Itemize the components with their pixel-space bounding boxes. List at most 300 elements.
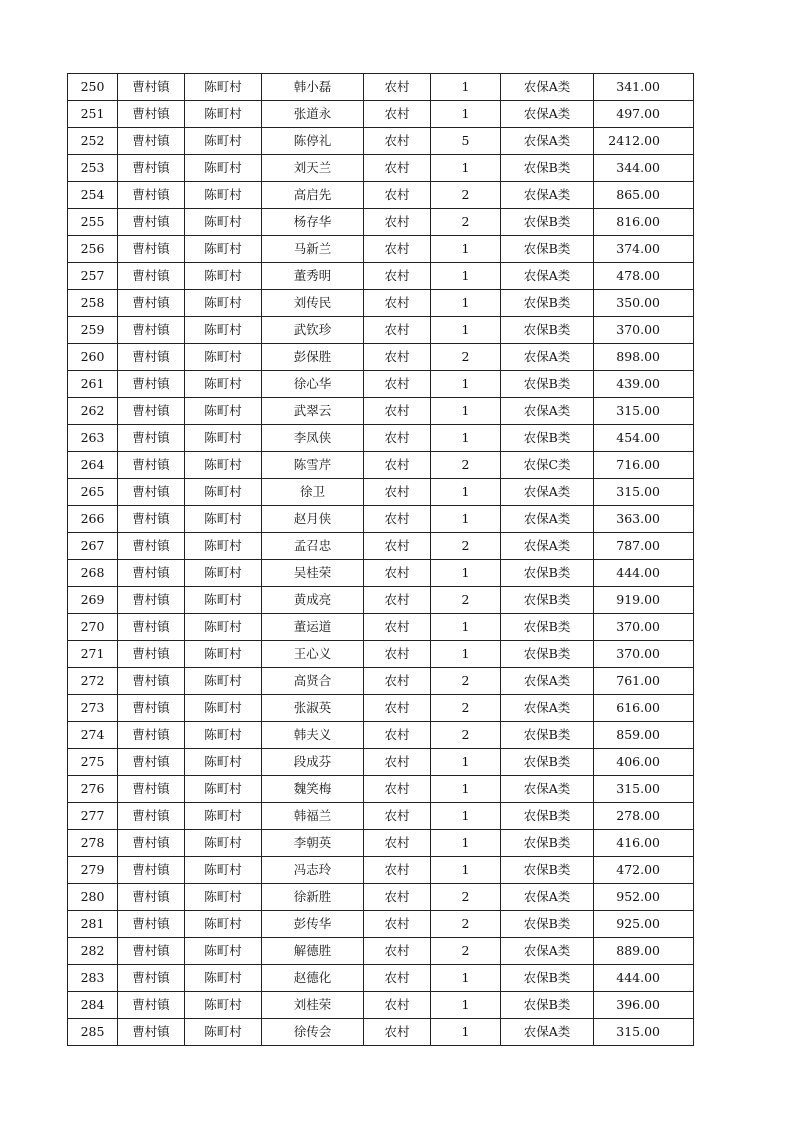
town-cell: 曹村镇 <box>118 695 185 722</box>
table-row <box>68 398 694 425</box>
amount-cell: 444.00 <box>594 965 694 992</box>
name-cell: 陈停礼 <box>262 128 364 155</box>
area-type-cell: 农村 <box>364 398 431 425</box>
row-number-cell: 264 <box>68 452 118 479</box>
town-cell: 曹村镇 <box>118 101 185 128</box>
category-cell: 农保B类 <box>501 965 594 992</box>
table-row <box>68 560 694 587</box>
table-row <box>68 236 694 263</box>
area-type-cell: 农村 <box>364 452 431 479</box>
table-row <box>68 776 694 803</box>
area-type-cell: 农村 <box>364 290 431 317</box>
table-row <box>68 587 694 614</box>
name-cell: 杨存华 <box>262 209 364 236</box>
category-cell: 农保A类 <box>501 398 594 425</box>
town-cell: 曹村镇 <box>118 371 185 398</box>
category-cell: 农保B类 <box>501 749 594 776</box>
area-type-cell: 农村 <box>364 857 431 884</box>
household-size-cell: 1 <box>431 857 501 884</box>
amount-cell: 898.00 <box>594 344 694 371</box>
village-cell: 陈町村 <box>185 371 262 398</box>
name-cell: 孟召忠 <box>262 533 364 560</box>
row-number-cell: 280 <box>68 884 118 911</box>
area-type-cell: 农村 <box>364 668 431 695</box>
household-size-cell: 2 <box>431 911 501 938</box>
row-number-cell: 257 <box>68 263 118 290</box>
village-cell: 陈町村 <box>185 128 262 155</box>
area-type-cell: 农村 <box>364 560 431 587</box>
row-number-cell: 265 <box>68 479 118 506</box>
amount-cell: 889.00 <box>594 938 694 965</box>
household-size-cell: 1 <box>431 506 501 533</box>
name-cell: 高启先 <box>262 182 364 209</box>
category-cell: 农保B类 <box>501 155 594 182</box>
data-table <box>67 73 694 1046</box>
village-cell: 陈町村 <box>185 1019 262 1046</box>
table-row <box>68 506 694 533</box>
category-cell: 农保B类 <box>501 236 594 263</box>
village-cell: 陈町村 <box>185 992 262 1019</box>
row-number-cell: 261 <box>68 371 118 398</box>
name-cell: 韩夫义 <box>262 722 364 749</box>
category-cell: 农保C类 <box>501 452 594 479</box>
village-cell: 陈町村 <box>185 344 262 371</box>
name-cell: 徐传会 <box>262 1019 364 1046</box>
row-number-cell: 277 <box>68 803 118 830</box>
name-cell: 武翠云 <box>262 398 364 425</box>
area-type-cell: 农村 <box>364 965 431 992</box>
town-cell: 曹村镇 <box>118 209 185 236</box>
village-cell: 陈町村 <box>185 533 262 560</box>
town-cell: 曹村镇 <box>118 857 185 884</box>
table-row <box>68 317 694 344</box>
name-cell: 武钦珍 <box>262 317 364 344</box>
town-cell: 曹村镇 <box>118 1019 185 1046</box>
area-type-cell: 农村 <box>364 587 431 614</box>
amount-cell: 370.00 <box>594 317 694 344</box>
area-type-cell: 农村 <box>364 533 431 560</box>
town-cell: 曹村镇 <box>118 992 185 1019</box>
category-cell: 农保A类 <box>501 1019 594 1046</box>
area-type-cell: 农村 <box>364 101 431 128</box>
category-cell: 农保A类 <box>501 695 594 722</box>
town-cell: 曹村镇 <box>118 533 185 560</box>
town-cell: 曹村镇 <box>118 911 185 938</box>
category-cell: 农保B类 <box>501 641 594 668</box>
area-type-cell: 农村 <box>364 776 431 803</box>
household-size-cell: 1 <box>431 830 501 857</box>
row-number-cell: 272 <box>68 668 118 695</box>
village-cell: 陈町村 <box>185 560 262 587</box>
category-cell: 农保B类 <box>501 425 594 452</box>
category-cell: 农保A类 <box>501 128 594 155</box>
table-row <box>68 668 694 695</box>
category-cell: 农保A类 <box>501 533 594 560</box>
name-cell: 张道永 <box>262 101 364 128</box>
area-type-cell: 农村 <box>364 830 431 857</box>
amount-cell: 370.00 <box>594 614 694 641</box>
village-cell: 陈町村 <box>185 965 262 992</box>
table-row <box>68 884 694 911</box>
name-cell: 徐卫 <box>262 479 364 506</box>
area-type-cell: 农村 <box>364 236 431 263</box>
household-size-cell: 5 <box>431 128 501 155</box>
table-row <box>68 749 694 776</box>
row-number-cell: 276 <box>68 776 118 803</box>
category-cell: 农保B类 <box>501 722 594 749</box>
name-cell: 段成芬 <box>262 749 364 776</box>
area-type-cell: 农村 <box>364 182 431 209</box>
area-type-cell: 农村 <box>364 344 431 371</box>
town-cell: 曹村镇 <box>118 425 185 452</box>
row-number-cell: 273 <box>68 695 118 722</box>
table-row <box>68 965 694 992</box>
household-size-cell: 1 <box>431 776 501 803</box>
area-type-cell: 农村 <box>364 749 431 776</box>
row-number-cell: 255 <box>68 209 118 236</box>
area-type-cell: 农村 <box>364 884 431 911</box>
table-row <box>68 344 694 371</box>
household-size-cell: 1 <box>431 263 501 290</box>
row-number-cell: 270 <box>68 614 118 641</box>
town-cell: 曹村镇 <box>118 479 185 506</box>
household-size-cell: 1 <box>431 992 501 1019</box>
village-cell: 陈町村 <box>185 479 262 506</box>
row-number-cell: 267 <box>68 533 118 560</box>
amount-cell: 761.00 <box>594 668 694 695</box>
household-size-cell: 2 <box>431 182 501 209</box>
household-size-cell: 2 <box>431 533 501 560</box>
name-cell: 韩小磊 <box>262 74 364 101</box>
household-size-cell: 2 <box>431 209 501 236</box>
name-cell: 刘桂荣 <box>262 992 364 1019</box>
area-type-cell: 农村 <box>364 938 431 965</box>
row-number-cell: 271 <box>68 641 118 668</box>
household-size-cell: 1 <box>431 101 501 128</box>
household-size-cell: 2 <box>431 884 501 911</box>
row-number-cell: 256 <box>68 236 118 263</box>
town-cell: 曹村镇 <box>118 587 185 614</box>
category-cell: 农保B类 <box>501 992 594 1019</box>
area-type-cell: 农村 <box>364 614 431 641</box>
household-size-cell: 2 <box>431 938 501 965</box>
town-cell: 曹村镇 <box>118 749 185 776</box>
row-number-cell: 262 <box>68 398 118 425</box>
table-row <box>68 938 694 965</box>
amount-cell: 478.00 <box>594 263 694 290</box>
table-row <box>68 695 694 722</box>
amount-cell: 816.00 <box>594 209 694 236</box>
area-type-cell: 农村 <box>364 209 431 236</box>
village-cell: 陈町村 <box>185 614 262 641</box>
amount-cell: 444.00 <box>594 560 694 587</box>
table-row <box>68 101 694 128</box>
village-cell: 陈町村 <box>185 911 262 938</box>
household-size-cell: 1 <box>431 749 501 776</box>
household-size-cell: 1 <box>431 74 501 101</box>
category-cell: 农保A类 <box>501 182 594 209</box>
town-cell: 曹村镇 <box>118 641 185 668</box>
table-body <box>68 74 694 1046</box>
amount-cell: 350.00 <box>594 290 694 317</box>
area-type-cell: 农村 <box>364 803 431 830</box>
table-row <box>68 209 694 236</box>
village-cell: 陈町村 <box>185 803 262 830</box>
row-number-cell: 283 <box>68 965 118 992</box>
category-cell: 农保A类 <box>501 668 594 695</box>
town-cell: 曹村镇 <box>118 884 185 911</box>
row-number-cell: 254 <box>68 182 118 209</box>
household-size-cell: 1 <box>431 479 501 506</box>
village-cell: 陈町村 <box>185 722 262 749</box>
table-row <box>68 857 694 884</box>
amount-cell: 341.00 <box>594 74 694 101</box>
name-cell: 李朝英 <box>262 830 364 857</box>
row-number-cell: 275 <box>68 749 118 776</box>
table-row <box>68 722 694 749</box>
village-cell: 陈町村 <box>185 155 262 182</box>
town-cell: 曹村镇 <box>118 317 185 344</box>
name-cell: 李凤侠 <box>262 425 364 452</box>
table-row <box>68 614 694 641</box>
name-cell: 韩福兰 <box>262 803 364 830</box>
table-row <box>68 803 694 830</box>
area-type-cell: 农村 <box>364 74 431 101</box>
town-cell: 曹村镇 <box>118 155 185 182</box>
area-type-cell: 农村 <box>364 1019 431 1046</box>
table-row <box>68 992 694 1019</box>
row-number-cell: 268 <box>68 560 118 587</box>
row-number-cell: 260 <box>68 344 118 371</box>
village-cell: 陈町村 <box>185 749 262 776</box>
village-cell: 陈町村 <box>185 398 262 425</box>
household-size-cell: 2 <box>431 344 501 371</box>
amount-cell: 919.00 <box>594 587 694 614</box>
row-number-cell: 258 <box>68 290 118 317</box>
name-cell: 董秀明 <box>262 263 364 290</box>
name-cell: 刘传民 <box>262 290 364 317</box>
table-row <box>68 155 694 182</box>
table-row <box>68 452 694 479</box>
name-cell: 魏笑梅 <box>262 776 364 803</box>
town-cell: 曹村镇 <box>118 263 185 290</box>
area-type-cell: 农村 <box>364 911 431 938</box>
table-row <box>68 1019 694 1046</box>
village-cell: 陈町村 <box>185 452 262 479</box>
household-size-cell: 1 <box>431 290 501 317</box>
row-number-cell: 251 <box>68 101 118 128</box>
household-size-cell: 1 <box>431 155 501 182</box>
household-size-cell: 1 <box>431 965 501 992</box>
town-cell: 曹村镇 <box>118 506 185 533</box>
household-size-cell: 1 <box>431 560 501 587</box>
village-cell: 陈町村 <box>185 668 262 695</box>
amount-cell: 315.00 <box>594 776 694 803</box>
row-number-cell: 259 <box>68 317 118 344</box>
household-size-cell: 2 <box>431 452 501 479</box>
town-cell: 曹村镇 <box>118 236 185 263</box>
amount-cell: 370.00 <box>594 641 694 668</box>
category-cell: 农保A类 <box>501 938 594 965</box>
village-cell: 陈町村 <box>185 830 262 857</box>
area-type-cell: 农村 <box>364 992 431 1019</box>
category-cell: 农保A类 <box>501 101 594 128</box>
household-size-cell: 1 <box>431 803 501 830</box>
table-row <box>68 911 694 938</box>
amount-cell: 472.00 <box>594 857 694 884</box>
name-cell: 冯志玲 <box>262 857 364 884</box>
row-number-cell: 263 <box>68 425 118 452</box>
household-size-cell: 2 <box>431 695 501 722</box>
name-cell: 黄成亮 <box>262 587 364 614</box>
household-size-cell: 1 <box>431 425 501 452</box>
town-cell: 曹村镇 <box>118 668 185 695</box>
village-cell: 陈町村 <box>185 695 262 722</box>
town-cell: 曹村镇 <box>118 614 185 641</box>
amount-cell: 925.00 <box>594 911 694 938</box>
category-cell: 农保A类 <box>501 74 594 101</box>
name-cell: 解德胜 <box>262 938 364 965</box>
row-number-cell: 279 <box>68 857 118 884</box>
table-row <box>68 182 694 209</box>
town-cell: 曹村镇 <box>118 290 185 317</box>
row-number-cell: 253 <box>68 155 118 182</box>
area-type-cell: 农村 <box>364 695 431 722</box>
village-cell: 陈町村 <box>185 74 262 101</box>
amount-cell: 454.00 <box>594 425 694 452</box>
area-type-cell: 农村 <box>364 425 431 452</box>
amount-cell: 616.00 <box>594 695 694 722</box>
town-cell: 曹村镇 <box>118 776 185 803</box>
village-cell: 陈町村 <box>185 209 262 236</box>
name-cell: 吴桂荣 <box>262 560 364 587</box>
category-cell: 农保A类 <box>501 776 594 803</box>
village-cell: 陈町村 <box>185 938 262 965</box>
category-cell: 农保B类 <box>501 560 594 587</box>
village-cell: 陈町村 <box>185 317 262 344</box>
town-cell: 曹村镇 <box>118 722 185 749</box>
household-size-cell: 2 <box>431 587 501 614</box>
household-size-cell: 2 <box>431 722 501 749</box>
village-cell: 陈町村 <box>185 182 262 209</box>
household-size-cell: 1 <box>431 1019 501 1046</box>
village-cell: 陈町村 <box>185 641 262 668</box>
category-cell: 农保B类 <box>501 371 594 398</box>
table-row <box>68 74 694 101</box>
household-size-cell: 2 <box>431 668 501 695</box>
household-size-cell: 1 <box>431 398 501 425</box>
area-type-cell: 农村 <box>364 479 431 506</box>
amount-cell: 787.00 <box>594 533 694 560</box>
row-number-cell: 281 <box>68 911 118 938</box>
household-size-cell: 1 <box>431 641 501 668</box>
table-row <box>68 533 694 560</box>
amount-cell: 344.00 <box>594 155 694 182</box>
town-cell: 曹村镇 <box>118 965 185 992</box>
household-size-cell: 1 <box>431 317 501 344</box>
amount-cell: 374.00 <box>594 236 694 263</box>
town-cell: 曹村镇 <box>118 452 185 479</box>
area-type-cell: 农村 <box>364 641 431 668</box>
area-type-cell: 农村 <box>364 722 431 749</box>
table-row <box>68 641 694 668</box>
name-cell: 彭传华 <box>262 911 364 938</box>
name-cell: 刘天兰 <box>262 155 364 182</box>
table-row <box>68 425 694 452</box>
name-cell: 董运道 <box>262 614 364 641</box>
town-cell: 曹村镇 <box>118 74 185 101</box>
amount-cell: 2412.00 <box>594 128 694 155</box>
household-size-cell: 1 <box>431 236 501 263</box>
amount-cell: 396.00 <box>594 992 694 1019</box>
name-cell: 王心义 <box>262 641 364 668</box>
row-number-cell: 269 <box>68 587 118 614</box>
name-cell: 彭保胜 <box>262 344 364 371</box>
table-row <box>68 479 694 506</box>
row-number-cell: 285 <box>68 1019 118 1046</box>
name-cell: 赵月侠 <box>262 506 364 533</box>
amount-cell: 315.00 <box>594 398 694 425</box>
category-cell: 农保A类 <box>501 263 594 290</box>
name-cell: 马新兰 <box>262 236 364 263</box>
village-cell: 陈町村 <box>185 884 262 911</box>
amount-cell: 859.00 <box>594 722 694 749</box>
amount-cell: 497.00 <box>594 101 694 128</box>
amount-cell: 952.00 <box>594 884 694 911</box>
village-cell: 陈町村 <box>185 263 262 290</box>
area-type-cell: 农村 <box>364 317 431 344</box>
village-cell: 陈町村 <box>185 101 262 128</box>
name-cell: 赵德化 <box>262 965 364 992</box>
row-number-cell: 284 <box>68 992 118 1019</box>
category-cell: 农保A类 <box>501 479 594 506</box>
row-number-cell: 282 <box>68 938 118 965</box>
category-cell: 农保A类 <box>501 344 594 371</box>
area-type-cell: 农村 <box>364 155 431 182</box>
village-cell: 陈町村 <box>185 236 262 263</box>
category-cell: 农保B类 <box>501 614 594 641</box>
amount-cell: 278.00 <box>594 803 694 830</box>
town-cell: 曹村镇 <box>118 128 185 155</box>
row-number-cell: 278 <box>68 830 118 857</box>
category-cell: 农保B类 <box>501 803 594 830</box>
table-row <box>68 128 694 155</box>
amount-cell: 416.00 <box>594 830 694 857</box>
row-number-cell: 274 <box>68 722 118 749</box>
table-row <box>68 371 694 398</box>
town-cell: 曹村镇 <box>118 803 185 830</box>
town-cell: 曹村镇 <box>118 398 185 425</box>
category-cell: 农保B类 <box>501 830 594 857</box>
town-cell: 曹村镇 <box>118 560 185 587</box>
category-cell: 农保B类 <box>501 317 594 344</box>
category-cell: 农保B类 <box>501 209 594 236</box>
row-number-cell: 250 <box>68 74 118 101</box>
category-cell: 农保A类 <box>501 884 594 911</box>
name-cell: 张淑英 <box>262 695 364 722</box>
table-row <box>68 830 694 857</box>
category-cell: 农保B类 <box>501 290 594 317</box>
category-cell: 农保B类 <box>501 587 594 614</box>
table-row <box>68 263 694 290</box>
area-type-cell: 农村 <box>364 263 431 290</box>
row-number-cell: 266 <box>68 506 118 533</box>
area-type-cell: 农村 <box>364 128 431 155</box>
town-cell: 曹村镇 <box>118 344 185 371</box>
table-row <box>68 290 694 317</box>
village-cell: 陈町村 <box>185 506 262 533</box>
name-cell: 高贤合 <box>262 668 364 695</box>
